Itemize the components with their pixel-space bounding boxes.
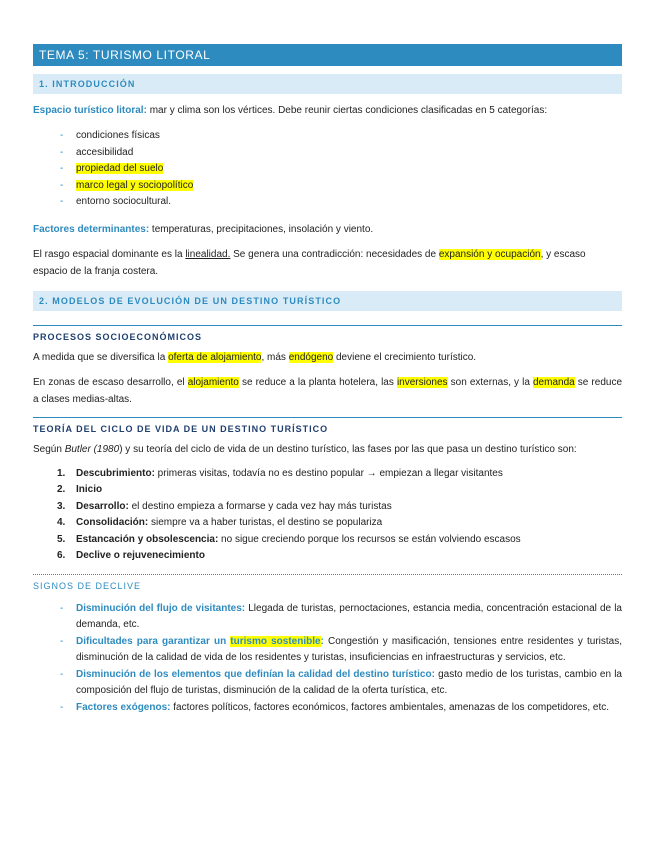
intro-text: mar y clima son los vértices. Debe reunir ciertas condiciones clasificadas en 5 categorías: bbox=[146, 105, 548, 116]
list-item: - Disminución de los elementos que definían la calidad del destino turístico: gasto medio de los turistas, cambio en la composición del flujo de turistas, disminución de la calidad de la oferta turística, etc. bbox=[60, 668, 622, 696]
list-item: 3. Desarrollo: el destino empieza a formarse y cada vez hay más turistas bbox=[57, 500, 392, 512]
list-item: - entorno sociocultural. bbox=[60, 196, 172, 207]
list-item: - Dificultades para garantizar un turismo sostenible: Congestión y masificación, tensiones entre residentes y turistas, disminución de la calidad de vida de los residentes y turistas, insuficiencias en infraestructuras y servicios, etc. bbox=[60, 635, 622, 663]
document-title: TEMA 5: TURISMO LITORAL bbox=[33, 44, 622, 66]
list-item: - condiciones físicas bbox=[60, 130, 160, 141]
section-heading-modelos: 2. MODELOS DE EVOLUCIÓN DE UN DESTINO TURÍSTICO bbox=[33, 291, 622, 311]
decline-signs-list bbox=[33, 601, 622, 717]
factors-paragraph: Factores determinantes: temperaturas, precipitaciones, insolación y viento. bbox=[33, 223, 374, 235]
list-item: 4. Consolidación: siempre va a haber turistas, el destino se populariza bbox=[57, 517, 383, 528]
list-item: - Factores exógenos: factores políticos, factores económicos, factores ambientales, amenazas de los competidores, etc. bbox=[60, 701, 610, 713]
rasgo-paragraph: El rasgo espacial dominante es la linealidad. Se genera una contradicción: necesidades de expansión y ocupación, y escaso espacio de la franja costera. bbox=[33, 248, 586, 277]
list-item: - marco legal y sociopolítico bbox=[60, 179, 194, 191]
conditions-list bbox=[33, 128, 622, 211]
document-page bbox=[33, 44, 622, 716]
phases-list bbox=[33, 466, 622, 565]
subheading-signos-declive: SIGNOS DE DECLIVE bbox=[33, 574, 622, 595]
list-item: - propiedad del suelo bbox=[60, 163, 164, 174]
procesos-paragraph-2: En zonas de escaso desarrollo, el alojamiento se reduce a la planta hotelera, las inversiones son externas, y la demanda se reduce a clases medias-altas. bbox=[33, 376, 623, 405]
list-item: 2. Inicio bbox=[57, 484, 103, 495]
list-item: - Disminución del flujo de visitantes: Llegada de turistas, pernoctaciones, estancia media, concentración estacional de la demanda, etc. bbox=[60, 602, 622, 630]
list-item: 1. Descubrimiento: primeras visitas, todavía no es destino popular → empiezan a llegar visitantes bbox=[57, 467, 503, 479]
list-item: 6. Declive o rejuvenecimiento bbox=[57, 550, 205, 561]
subheading-ciclo-vida: TEORÍA DEL CICLO DE VIDA DE UN DESTINO TURÍSTICO bbox=[33, 417, 622, 438]
list-item: - accesibilidad bbox=[60, 146, 134, 158]
procesos-paragraph-1: A medida que se diversifica la oferta de alojamiento, más endógeno deviene el crecimiento turístico. bbox=[33, 351, 477, 363]
intro-paragraph bbox=[33, 102, 622, 119]
section-heading-introduccion: 1. INTRODUCCIÓN bbox=[33, 74, 622, 94]
ciclo-intro: Según Butler (1980) y su teoría del ciclo de vida de un destino turístico, las fases por las que pasa un destino turístico son: bbox=[33, 443, 577, 455]
list-item: 5. Estancación y obsolescencia: no sigue creciendo porque los recursos se están volviendo escasos bbox=[57, 533, 521, 545]
intro-term: Espacio turístico litoral: bbox=[33, 105, 147, 116]
subheading-procesos: PROCESOS SOCIOECONÓMICOS bbox=[33, 325, 622, 346]
